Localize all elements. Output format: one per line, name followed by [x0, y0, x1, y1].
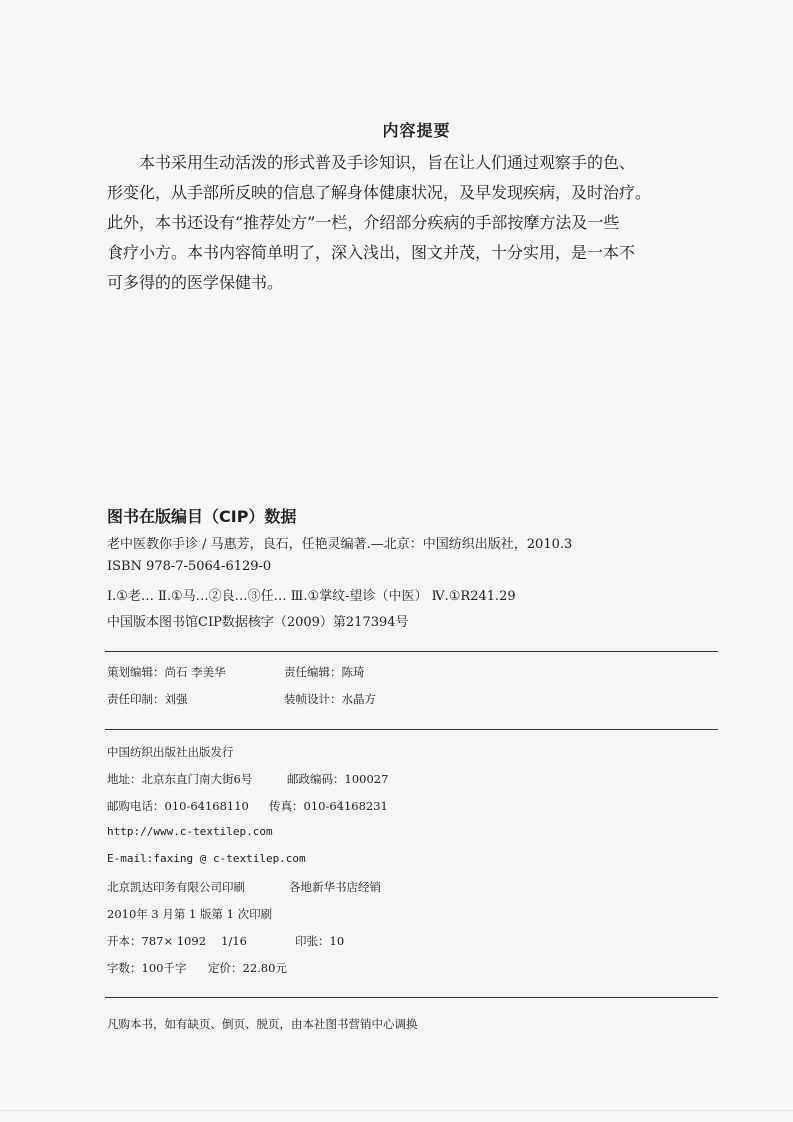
publisher-website: http://www.c-textilep.com — [107, 825, 273, 838]
price: 定价：22.80元 — [208, 961, 287, 975]
summary-line: 可多得的的医学保健书。 — [107, 273, 284, 292]
return-notice: 凡购本书，如有缺页、倒页、脱页，由本社图书营销中心调换 — [107, 1017, 418, 1031]
printed-sheets: 印张：10 — [295, 934, 345, 948]
summary-title: 内容提要 — [382, 121, 451, 140]
book-format: 开本：787× 1092 1/16 — [107, 934, 247, 948]
divider — [105, 651, 718, 652]
cip-isbn: ISBN 978-7-5064-6129-0 — [107, 559, 272, 574]
publisher-address: 地址：北京东直门南大街6号 — [107, 772, 253, 786]
printer: 北京凯达印务有限公司印刷 — [107, 880, 245, 894]
planning-editor: 策划编辑：尚石 李美华 — [107, 665, 226, 679]
responsible-printing: 责任印制：刘强 — [107, 692, 188, 706]
publisher-email: E-mail:faxing @ c-textilep.com — [107, 852, 306, 865]
cip-title: 图书在版编目（CIP）数据 — [107, 507, 297, 526]
summary-body — [107, 148, 722, 298]
edition-info: 2010年 3 月第 1 版第 1 次印刷 — [107, 907, 273, 921]
divider — [105, 729, 718, 730]
summary-line: 本书采用生动活泼的形式普及手诊知识，旨在让人们通过观察手的色、 — [107, 153, 636, 172]
publisher-name: 中国纺织出版社出版发行 — [107, 745, 234, 759]
binding-design: 装帧设计：水晶方 — [284, 692, 376, 706]
page-edge-line — [0, 1110, 793, 1111]
divider — [105, 997, 718, 998]
summary-line: 此外，本书还设有“推荐处方”一栏，介绍部分疾病的手部按摩方法及一些 — [107, 213, 620, 232]
cip-classification: Ⅰ.①老… Ⅱ.①马…②良…③任… Ⅲ.①掌纹-望诊（中医） Ⅳ.①R241.29 — [107, 589, 516, 604]
cip-record-number: 中国版本图书馆CIP数据核字（2009）第217394号 — [107, 615, 409, 630]
word-count: 字数：100千字 — [107, 961, 187, 975]
summary-line: 食疗小方。本书内容简单明了，深入浅出，图文并茂，十分实用，是一本不 — [107, 243, 636, 262]
publisher-phone: 邮购电话：010-64168110 — [107, 799, 249, 813]
distributor: 各地新华书店经销 — [289, 880, 381, 894]
publisher-postcode: 邮政编码：100027 — [287, 772, 389, 786]
publisher-fax: 传真：010-64168231 — [269, 799, 388, 813]
responsible-editor: 责任编辑：陈琦 — [284, 665, 365, 679]
cip-entry: 老中医教你手诊 / 马惠芳，良石，任艳灵编著.—北京：中国纺织出版社，2010.3 — [107, 537, 573, 552]
summary-line: 形变化，从手部所反映的信息了解身体健康状况，及早发现疾病，及时治疗。 — [107, 183, 652, 202]
